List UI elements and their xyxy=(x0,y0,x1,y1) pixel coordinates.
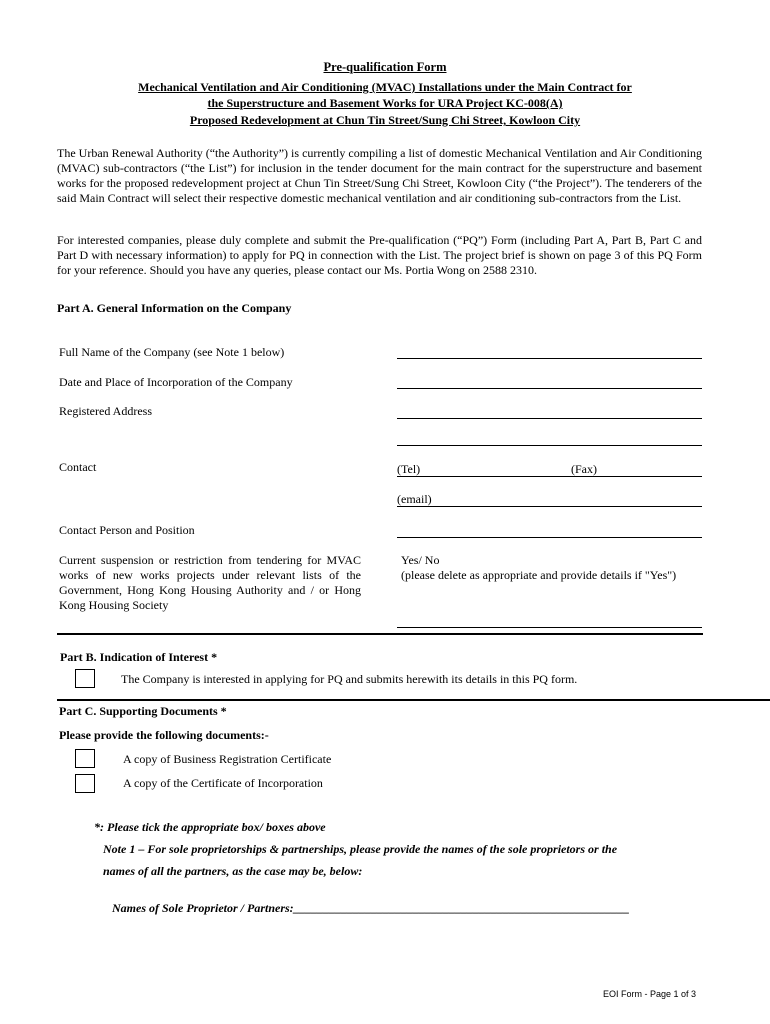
section-divider-a xyxy=(57,633,703,635)
note-1-line-2: names of all the partners, as the case may be, below: xyxy=(103,864,363,878)
part-b-heading: Part B. Indication of Interest * xyxy=(60,650,218,664)
suspension-details-field[interactable] xyxy=(397,627,702,628)
fax-label: (Fax) xyxy=(571,462,597,476)
company-name-label: Full Name of the Company (see Note 1 below) xyxy=(59,345,285,359)
partners-names-row xyxy=(112,901,630,916)
registered-address-field-2[interactable] xyxy=(397,445,702,446)
part-c-instruction: Please provide the following documents:- xyxy=(59,728,269,742)
form-subtitle-line2: the Superstructure and Basement Works for URA Project KC-008(A) xyxy=(207,96,563,110)
intro-paragraph-2: For interested companies, please duly complete and submit the Pre-qualification (“PQ”) Form (including Part A, Part B, Part C and Part D with necessary information) to apply for PQ in connection with the List. The project brief is shown on page 3 of this PQ Form for your reference. Should you have any queries, please contact our Ms. Portia Wong on 2588 2310. xyxy=(57,233,702,277)
incorporation-certificate-label: A copy of the Certificate of Incorporation xyxy=(123,776,323,790)
intro-paragraph-1: The Urban Renewal Authority (“the Authority”) is currently compiling a list of domestic Mechanical Ventilation and Air Conditioning (MVAC) sub-contractors (“the List”) for inclusion in the tender document for the main contract for the superstructure and basement works for the proposed redevelopment project at Chun Tin Street/Sung Chi Street, Kowloon City (“the Project”). The tenderers of the said Main Contract will select their respective domestic mechanical ventilation and air conditioning sub-contractors from the List. xyxy=(57,146,702,205)
incorporation-label: Date and Place of Incorporation of the Company xyxy=(59,375,293,389)
note-1-line-1: Note 1 – For sole proprietorships & partnerships, please provide the names of the sole proprietors or the xyxy=(103,842,618,856)
partners-names-label: Names of Sole Proprietor / Partners: xyxy=(112,901,294,915)
yes-no-option[interactable]: Yes/ No xyxy=(401,553,440,567)
section-divider-b xyxy=(57,699,770,701)
part-c-heading: Part C. Supporting Documents * xyxy=(59,704,227,718)
business-registration-checkbox[interactable] xyxy=(75,749,95,768)
registered-address-field-1[interactable] xyxy=(397,418,702,419)
interest-checkbox-label: The Company is interested in applying for PQ and submits herewith its details in this PQ form. xyxy=(121,672,578,686)
tel-label: (Tel) xyxy=(397,462,421,476)
contact-person-field[interactable] xyxy=(397,537,702,538)
yes-no-note: (please delete as appropriate and provide details if "Yes") xyxy=(401,568,677,582)
incorporation-field[interactable] xyxy=(397,388,702,389)
form-subtitle-line3: Proposed Redevelopment at Chun Tin Street/Sung Chi Street, Kowloon City xyxy=(189,113,581,127)
form-title: Pre-qualification Form xyxy=(323,60,447,74)
part-a-heading: Part A. General Information on the Company xyxy=(57,301,292,315)
company-name-field[interactable] xyxy=(397,358,702,359)
partners-names-field[interactable]: ________________________________________________________ xyxy=(293,901,630,915)
registered-address-label: Registered Address xyxy=(59,404,152,418)
tick-note: *: Please tick the appropriate box/ boxes above xyxy=(94,820,326,834)
email-label: (email) xyxy=(397,492,432,506)
email-field[interactable] xyxy=(397,506,702,507)
page-footer: EOI Form - Page 1 of 3 xyxy=(603,989,697,999)
interest-checkbox[interactable] xyxy=(75,669,95,688)
contact-label: Contact xyxy=(59,460,97,474)
incorporation-certificate-checkbox[interactable] xyxy=(75,774,95,793)
contact-person-label: Contact Person and Position xyxy=(59,523,195,537)
suspension-label: Current suspension or restriction from tendering for MVAC works of new works projects under relevant lists of the Government, Hong Kong Housing Authority and / or Hong Kong Housing Society xyxy=(59,553,361,612)
form-subtitle-line1: Mechanical Ventilation and Air Conditioning (MVAC) Installations under the Main Contract for xyxy=(138,80,632,94)
tel-fax-field[interactable] xyxy=(397,476,702,477)
business-registration-label: A copy of Business Registration Certificate xyxy=(123,752,332,766)
